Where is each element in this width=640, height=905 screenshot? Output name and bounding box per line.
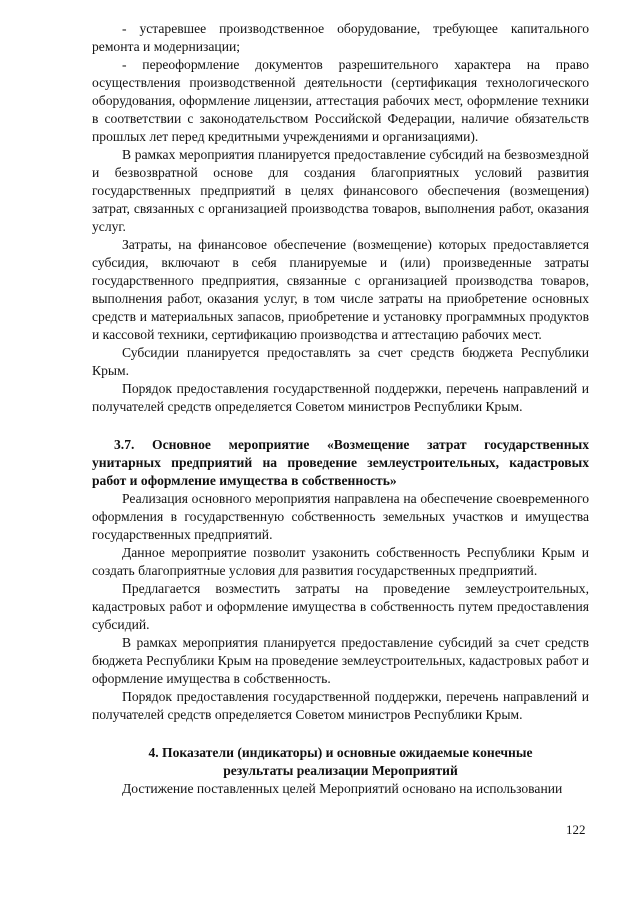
section-3-7-paragraph: В рамках мероприятия планируется предоставление субсидий за счет средств бюджета Республики Крым на проведение землеустроительных, кадастровых работ и оформление имущества в собственность. <box>92 635 589 686</box>
paragraph-document-reissue: - переоформление документов разрешительного характера на право осуществления производственной деятельности (сертификация технологического оборудования, оформление лицензии, аттестация рабочих мест, оформление техники в соответствии с законодательством Российской Федерации, наличие обязательств прошлых лет перед кредитными учреждениями и организациями). <box>92 57 589 144</box>
section-3-7-paragraph: Предлагается возместить затраты на проведение землеустроительных, кадастровых работ и оформление имущества в собственность путем предоставления субсидий. <box>92 581 589 632</box>
paragraph-budget-source: Субсидии планируется предоставлять за счет средств бюджета Республики Крым. <box>92 345 589 378</box>
page-number: 122 <box>566 822 586 837</box>
section-3-7-paragraph: Реализация основного мероприятия направлена на обеспечение своевременного оформления в государственную собственность земельных участков и имущества государственных предприятий. <box>92 491 589 542</box>
section-3-7-paragraph: Порядок предоставления государственной поддержки, перечень направлений и получателей средств определяется Советом министров Республики Крым. <box>92 689 589 722</box>
section-3-7-paragraph: Данное мероприятие позволит узаконить собственность Республики Крым и создать благоприятные условия для развития государственных предприятий. <box>92 545 589 578</box>
document-page <box>92 20 589 798</box>
paragraph-costs: Затраты, на финансовое обеспечение (возмещение) которых предоставляется субсидия, включают в себя планируемые и (или) произведенные затраты государственного предприятия, связанные с организацией производства товаров, выполнения работ, оказания услуг, в том числе затраты на приобретение основных средств и материальных запасов, приобретение и установку программных продуктов и кассовой техники, сертификацию производства и аттестацию рабочих мест. <box>92 237 589 342</box>
section-4-heading <box>92 744 589 780</box>
section-4-paragraph: Достижение поставленных целей Мероприятий основано на использовании <box>122 781 563 796</box>
section-4-heading-line: результаты реализации Мероприятий <box>223 763 458 778</box>
section-3-7-heading: 3.7. Основное мероприятие «Возмещение затрат государственных унитарных предприятий на проведение землеустроительных, кадастровых работ и оформление имущества в собственность» <box>92 437 589 488</box>
paragraph-subsidies-plan: В рамках мероприятия планируется предоставление субсидий на безвозмездной и безвозвратной основе для создания благоприятных условий развития государственных предприятий в целях финансового обеспечения (возмещения) затрат, связанных с организацией производства товаров, выполнения работ, оказания услуг. <box>92 147 589 234</box>
paragraph-support-procedure: Порядок предоставления государственной поддержки, перечень направлений и получателей средств определяется Советом министров Республики Крым. <box>92 381 589 414</box>
section-4-heading-line: 4. Показатели (индикаторы) и основные ожидаемые конечные <box>148 745 533 760</box>
paragraph-outdated-equipment: - устаревшее производственное оборудование, требующее капитального ремонта и модернизации; <box>92 21 589 54</box>
